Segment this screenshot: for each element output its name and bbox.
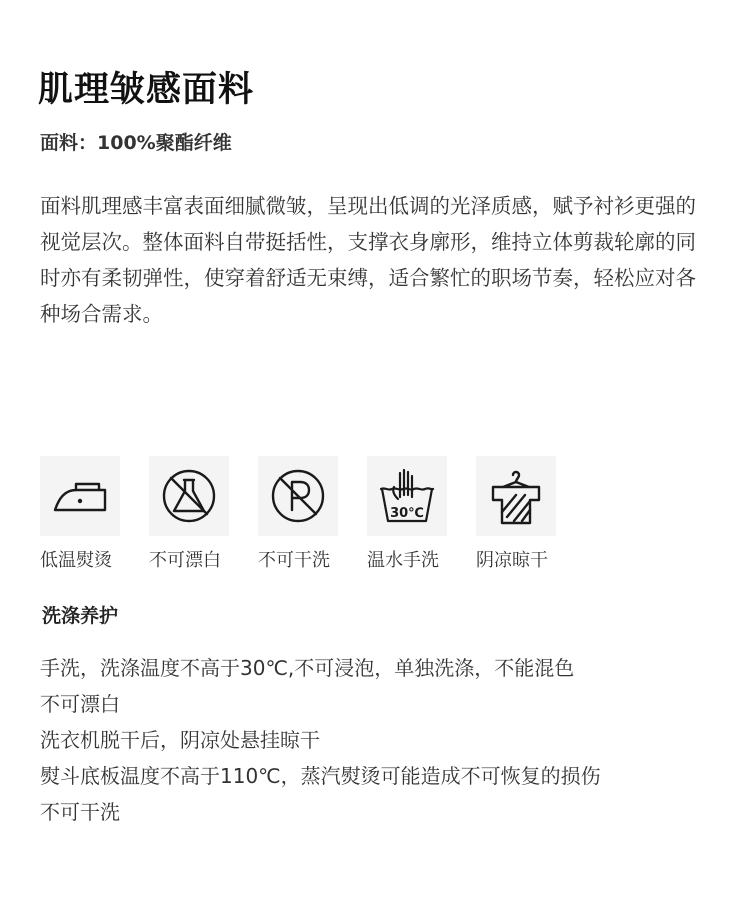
care-instruction: 熨斗底板温度不高于110℃，蒸汽熨烫可能造成不可恢复的损伤 xyxy=(40,764,601,788)
care-instructions-list xyxy=(40,650,601,830)
hand-wash-icon xyxy=(367,456,447,536)
care-label: 阴凉晾干 xyxy=(476,550,548,571)
wash-temperature-label: 30℃ xyxy=(390,506,424,521)
fabric-composition: 面料：100%聚酯纤维 xyxy=(40,132,232,154)
fabric-description: 面料肌理感丰富表面细腻微皱，呈现出低调的光泽质感，赋予衬衫更强的视觉层次。整体面料自带挺括性，支撑衣身廓形，维持立体剪裁轮廓的同时亦有柔韧弹性，使穿着舒适无束缚，适合繁忙的职场节奏，轻松应对各种场合需求。 xyxy=(40,194,696,326)
low-temp-iron-icon xyxy=(40,456,120,536)
care-label: 低温熨烫 xyxy=(40,550,112,571)
care-label: 不可干洗 xyxy=(258,550,330,571)
care-item-hand-wash xyxy=(367,456,447,572)
care-item-dry-clean xyxy=(258,456,338,572)
page-title: 肌理皱感面料 xyxy=(38,70,255,110)
shade-dry-icon xyxy=(476,456,556,536)
care-instruction: 洗衣机脱干后，阴凉处悬挂晾干 xyxy=(40,728,320,752)
care-item-shade-dry xyxy=(476,456,556,572)
no-dry-clean-icon xyxy=(258,456,338,536)
care-item-bleach xyxy=(149,456,229,572)
care-instruction: 不可漂白 xyxy=(40,692,120,716)
care-section-title: 洗涤养护 xyxy=(42,605,119,627)
care-item-iron xyxy=(40,456,120,572)
care-instruction: 手洗，洗涤温度不高于30℃,不可浸泡，单独洗涤，不能混色 xyxy=(40,656,575,680)
care-label: 不可漂白 xyxy=(149,550,221,571)
no-bleach-icon xyxy=(149,456,229,536)
care-icons-row xyxy=(40,456,556,572)
care-label: 温水手洗 xyxy=(367,550,439,571)
care-instruction: 不可干洗 xyxy=(40,800,120,824)
